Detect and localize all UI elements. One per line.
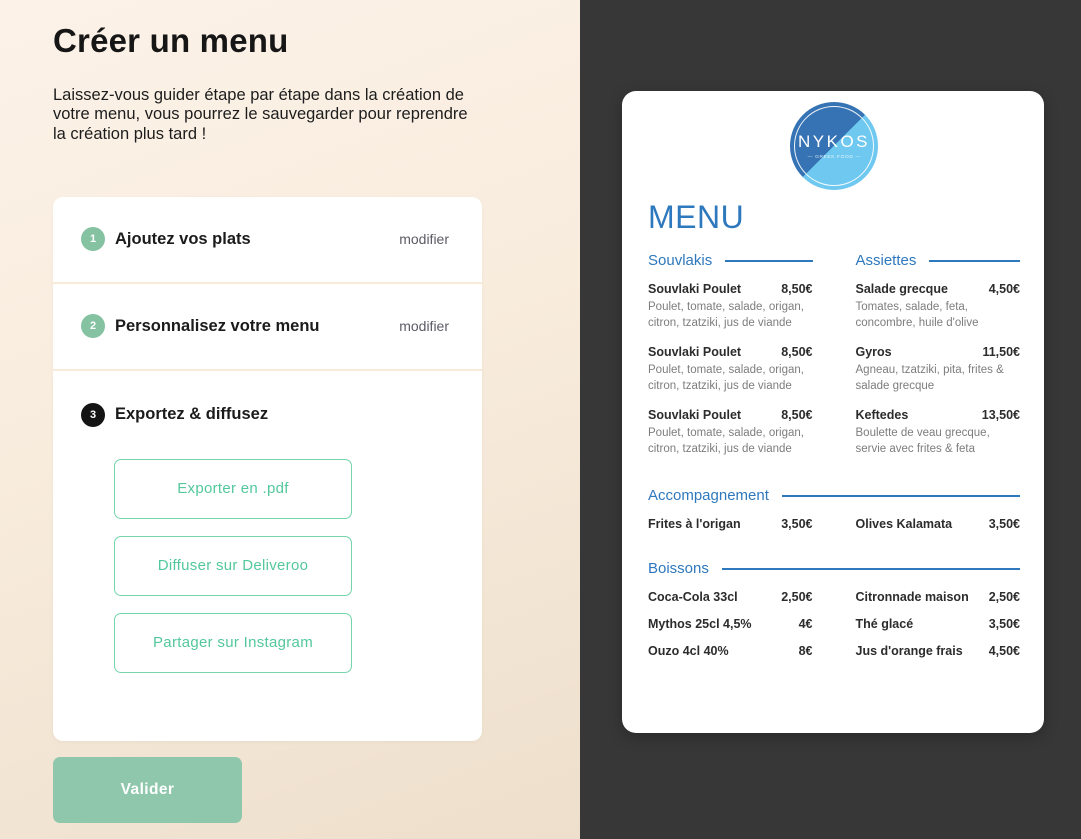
menu-main-sections [648,236,1020,471]
dish-price: 3,50€ [781,517,813,532]
section-heading: Assiettes [855,252,917,269]
restaurant-logo [790,102,878,190]
dish-name: Frites à l'origan [648,517,741,532]
dish-price: 8€ [798,644,813,659]
menu-item [856,282,1021,331]
step-number-badge: 3 [81,403,105,427]
export-pdf-button[interactable]: Exporter en .pdf [114,459,352,519]
share-instagram-button[interactable]: Partager sur Instagram [114,613,352,673]
page-subtitle: Laissez-vous guider étape par étape dans la création de votre menu, vous pourrez le sauvegarder pour reprendre la création plus tard ! [53,86,468,143]
step-number-badge: 2 [81,314,105,338]
dish-description: Poulet, tomate, salade, origan, citron, tzatziki, jus de viande [648,364,804,392]
menu-item [648,282,813,331]
dish-name: Souvlaki Poulet [648,345,742,360]
section-heading: Souvlakis [648,252,713,269]
dish-name: Olives Kalamata [855,517,953,532]
dish-description: Agneau, tzatziki, pita, frites & salade grecque [855,364,1004,392]
dish-price: 4,50€ [988,282,1020,296]
menu-item [856,590,1021,604]
dish-price: 13,50€ [981,408,1020,423]
modify-step2-link[interactable]: modifier [399,318,449,335]
dish-name: Coca-Cola 33cl [648,590,738,605]
share-deliveroo-button[interactable]: Diffuser sur Deliveroo [114,536,352,596]
menu-item [648,408,813,457]
menu-item [648,517,813,531]
section-accompagnement-items [648,517,1020,544]
menu-item [856,617,1021,631]
menu-item [648,617,813,631]
dish-name: Gyros [855,345,892,360]
step-row-customize-menu [53,284,482,369]
dish-description: Poulet, tomate, salade, origan, citron, tzatziki, jus de viande [648,427,804,455]
menu-preview-panel [580,0,1081,839]
boissons-right-column [856,590,1021,671]
step-row-add-dishes [53,197,482,282]
dish-name: Souvlaki Poulet [648,282,742,296]
section-rule [725,260,812,262]
dish-price: 2,50€ [988,590,1020,605]
section-rule [782,495,1020,497]
section-assiettes [856,236,1021,471]
menu-title: MENU [648,199,745,235]
section-rule [929,260,1020,262]
step-label: Exportez & diffusez [115,405,269,424]
section-header-accompagnement [648,487,1020,504]
menu-item [856,408,1021,457]
dish-name: Mythos 25cl 4,5% [648,617,752,632]
section-rule [722,568,1020,570]
dish-price: 4,50€ [988,644,1020,659]
dish-description: Poulet, tomate, salade, origan, citron, tzatziki, jus de viande [648,301,804,329]
dish-price: 4€ [798,617,813,632]
restaurant-tagline: — GREEK FOOD — [807,154,861,159]
steps-card [53,197,482,741]
dish-name: Thé glacé [855,617,914,632]
menu-item [648,590,813,604]
dish-description: Boulette de veau grecque, servie avec frites & feta [855,427,990,455]
step-label: Ajoutez vos plats [115,229,251,248]
dish-name: Ouzo 4cl 40% [648,644,729,659]
dish-name: Souvlaki Poulet [648,408,742,423]
modify-step1-link[interactable]: modifier [399,231,449,248]
restaurant-name: NYKOS [797,131,871,151]
menu-item [648,644,813,658]
section-header-boissons [648,560,1020,577]
menu-item [856,644,1021,658]
dish-name: Citronnade maison [855,590,969,605]
section-heading: Boissons [648,560,709,578]
dish-price: 11,50€ [982,345,1020,360]
step-number-badge: 1 [81,227,105,251]
step-label: Personnalisez votre menu [115,316,320,335]
dish-name: Salade grecque [855,282,948,296]
section-header [648,252,813,269]
menu-preview-card [622,91,1044,733]
dish-description: Tomates, salade, feta, concombre, huile d'olive [855,301,979,329]
dish-price: 8,50€ [781,282,813,296]
dish-price: 8,50€ [781,345,813,360]
menu-item [648,345,813,394]
section-heading: Accompagnement [648,487,769,505]
page-title: Créer un menu [53,22,289,59]
section-header [856,252,1021,269]
dish-price: 3,50€ [988,617,1020,632]
dish-price: 2,50€ [781,590,813,605]
export-buttons-group [114,459,352,673]
menu-item [856,517,1021,531]
dish-price: 3,50€ [988,517,1020,532]
dish-price: 8,50€ [781,408,813,423]
step-row-export-share [53,371,482,459]
section-souvlakis [648,236,813,471]
menu-item [856,345,1021,394]
boissons-left-column [648,590,813,671]
dish-name: Keftedes [855,408,909,423]
validate-button[interactable]: Valider [53,757,242,823]
section-boissons-items [648,590,1020,671]
dish-name: Jus d'orange frais [855,644,963,659]
